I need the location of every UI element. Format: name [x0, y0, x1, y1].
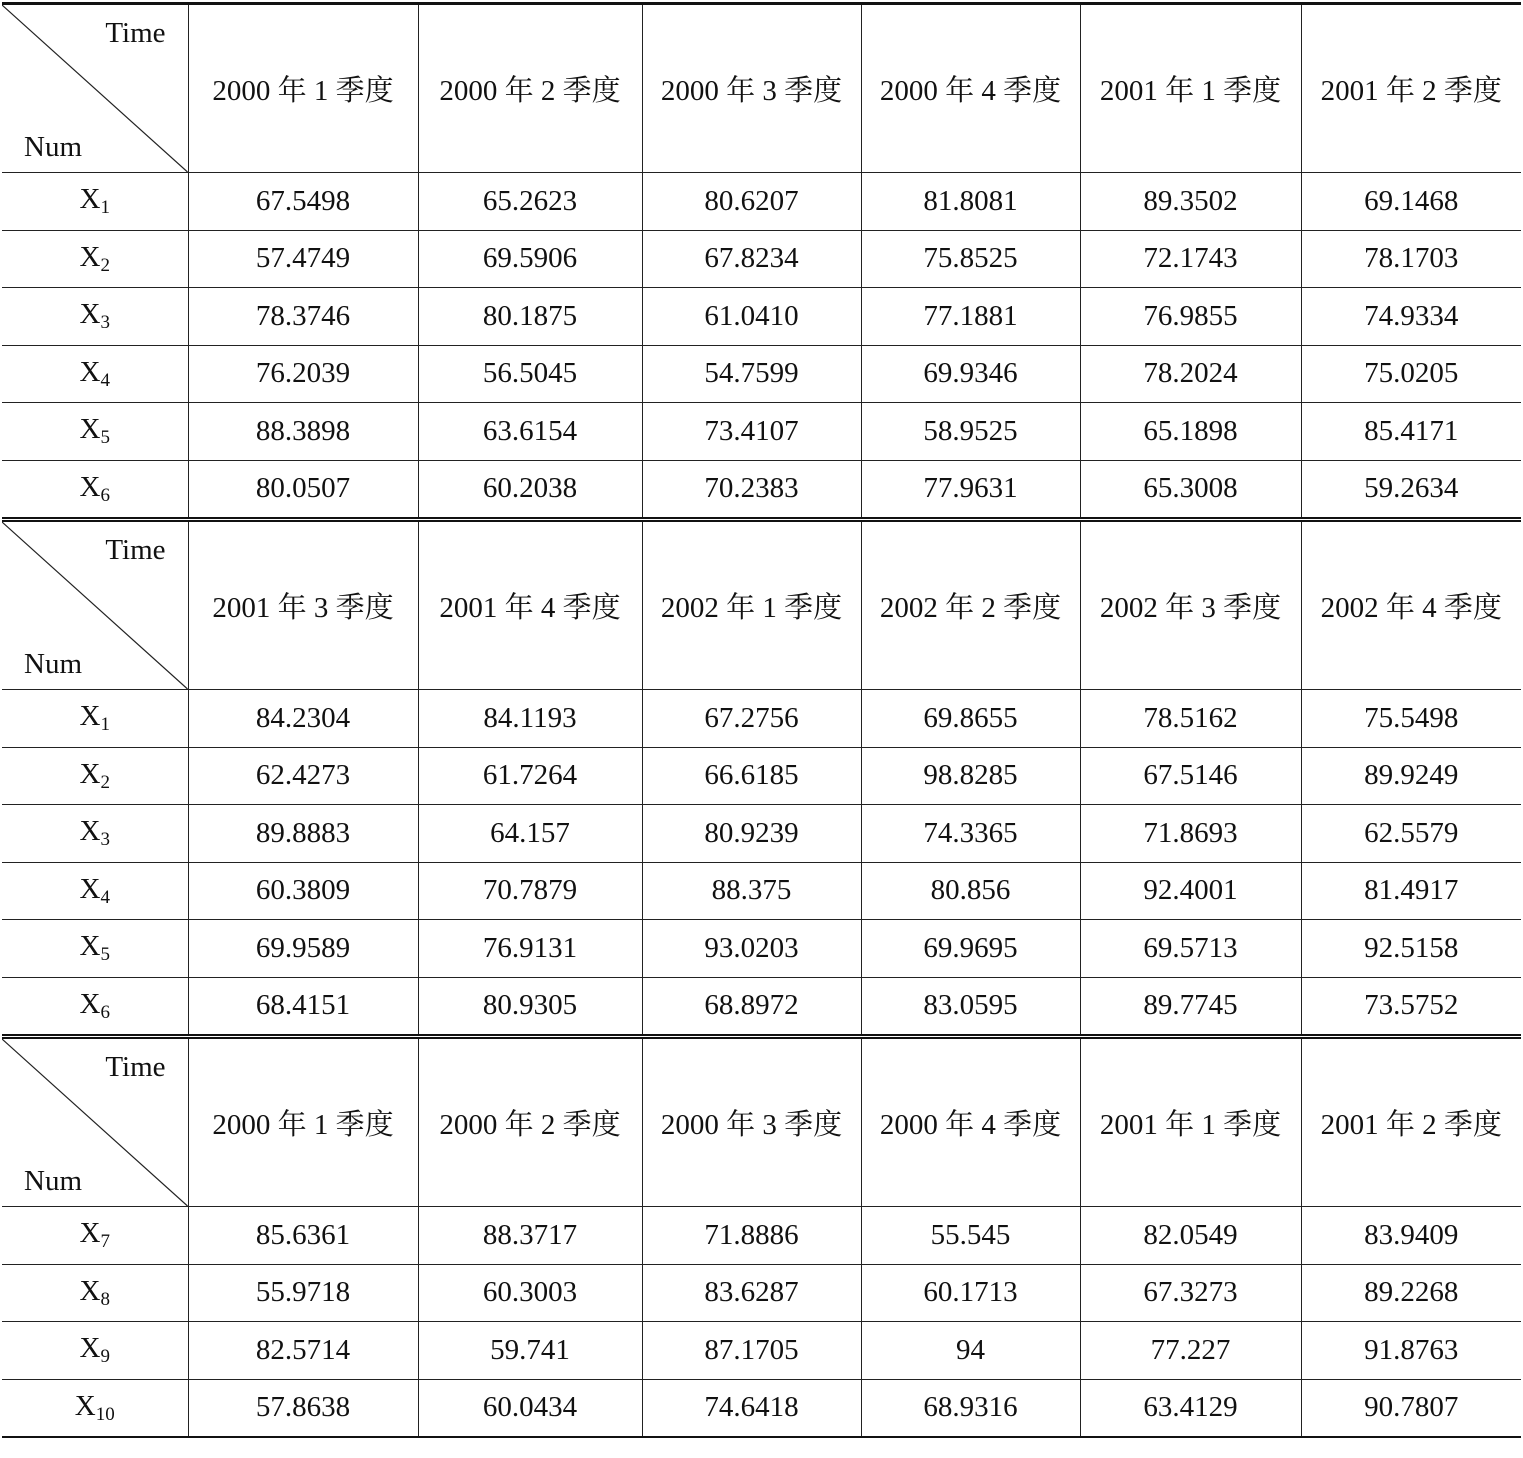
table-cell-value: 87.1705	[642, 1322, 861, 1380]
table-cell-value: 56.5045	[418, 345, 642, 403]
table-cell-value: 65.2623	[418, 173, 642, 231]
table-row	[2, 230, 1521, 288]
table-cell-value: 94	[861, 1322, 1080, 1380]
diagonal-corner-header	[2, 1037, 188, 1207]
table-cell-value: 63.6154	[418, 403, 642, 461]
row-label	[2, 805, 188, 863]
diagonal-corner-header	[2, 520, 188, 690]
column-header-period: 2001 年 4 季度	[418, 520, 642, 690]
table-cell-value: 55.9718	[188, 1264, 418, 1322]
row-label	[2, 977, 188, 1037]
row-label	[2, 1264, 188, 1322]
column-header-period: 2000 年 2 季度	[418, 4, 642, 173]
table-cell-value: 69.8655	[861, 690, 1080, 748]
table-cell-value: 69.1468	[1301, 173, 1521, 231]
table-cell-value: 85.6361	[188, 1207, 418, 1265]
table-cell-value: 72.1743	[1080, 230, 1301, 288]
table-cell-value: 82.0549	[1080, 1207, 1301, 1265]
document-page	[2, 2, 1521, 1438]
table-cell-value: 67.2756	[642, 690, 861, 748]
table-cell-value: 60.0434	[418, 1379, 642, 1437]
table-cell-value: 54.7599	[642, 345, 861, 403]
column-header-period: 2001 年 2 季度	[1301, 4, 1521, 173]
row-label-subscript: 6	[100, 484, 110, 506]
row-label-variable: X	[79, 1274, 101, 1307]
table-row	[2, 1264, 1521, 1322]
corner-time-label: Time	[105, 1051, 166, 1083]
row-label-subscript: 1	[100, 197, 110, 219]
table-cell-value: 60.2038	[418, 460, 642, 520]
column-header-period: 2000 年 1 季度	[188, 1037, 418, 1207]
table-row	[2, 288, 1521, 346]
row-label-subscript: 10	[95, 1403, 115, 1425]
table-cell-value: 80.9305	[418, 977, 642, 1037]
column-header-period: 2001 年 1 季度	[1080, 4, 1301, 173]
table-cell-value: 84.2304	[188, 690, 418, 748]
table-cell-value: 57.4749	[188, 230, 418, 288]
header-row	[2, 4, 1521, 173]
column-header-period: 2002 年 1 季度	[642, 520, 861, 690]
row-label-variable: X	[79, 183, 101, 216]
table-cell-value: 78.1703	[1301, 230, 1521, 288]
table-cell-value: 83.9409	[1301, 1207, 1521, 1265]
table-cell-value: 83.0595	[861, 977, 1080, 1037]
data-table	[2, 2, 1521, 1438]
row-label	[2, 1207, 188, 1265]
table-row	[2, 1322, 1521, 1380]
table-cell-value: 75.8525	[861, 230, 1080, 288]
column-header-period: 2001 年 1 季度	[1080, 1037, 1301, 1207]
row-label	[2, 1322, 188, 1380]
header-row	[2, 1037, 1521, 1207]
row-label-variable: X	[79, 872, 101, 905]
column-header-period: 2000 年 1 季度	[188, 4, 418, 173]
table-cell-value: 73.4107	[642, 403, 861, 461]
table-cell-value: 84.1193	[418, 690, 642, 748]
table-cell-value: 77.1881	[861, 288, 1080, 346]
table-cell-value: 68.8972	[642, 977, 861, 1037]
table-cell-value: 93.0203	[642, 920, 861, 978]
row-label	[2, 690, 188, 748]
table-cell-value: 89.2268	[1301, 1264, 1521, 1322]
table-cell-value: 67.3273	[1080, 1264, 1301, 1322]
table-cell-value: 85.4171	[1301, 403, 1521, 461]
table-cell-value: 92.4001	[1080, 862, 1301, 920]
table-cell-value: 75.0205	[1301, 345, 1521, 403]
table-cell-value: 68.4151	[188, 977, 418, 1037]
row-label-subscript: 2	[100, 254, 110, 276]
column-header-period: 2000 年 4 季度	[861, 1037, 1080, 1207]
table-cell-value: 61.0410	[642, 288, 861, 346]
row-label	[2, 288, 188, 346]
table-cell-value: 55.545	[861, 1207, 1080, 1265]
table-cell-value: 81.4917	[1301, 862, 1521, 920]
table-cell-value: 64.157	[418, 805, 642, 863]
column-header-period: 2002 年 3 季度	[1080, 520, 1301, 690]
row-label-variable: X	[79, 757, 101, 790]
column-header-period: 2000 年 2 季度	[418, 1037, 642, 1207]
table-cell-value: 90.7807	[1301, 1379, 1521, 1437]
row-label-subscript: 5	[100, 944, 110, 966]
corner-num-label: Num	[24, 131, 82, 163]
row-label	[2, 920, 188, 978]
table-cell-value: 76.2039	[188, 345, 418, 403]
row-label-variable: X	[79, 240, 101, 273]
table-cell-value: 59.2634	[1301, 460, 1521, 520]
corner-time-label: Time	[105, 17, 166, 49]
column-header-period: 2002 年 2 季度	[861, 520, 1080, 690]
table-row	[2, 345, 1521, 403]
table-cell-value: 76.9855	[1080, 288, 1301, 346]
row-label	[2, 460, 188, 520]
table-cell-value: 58.9525	[861, 403, 1080, 461]
table-row	[2, 920, 1521, 978]
table-cell-value: 91.8763	[1301, 1322, 1521, 1380]
row-label	[2, 230, 188, 288]
table-row	[2, 173, 1521, 231]
row-label-variable: X	[74, 1389, 96, 1422]
table-cell-value: 80.9239	[642, 805, 861, 863]
table-cell-value: 76.9131	[418, 920, 642, 978]
table-cell-value: 88.3898	[188, 403, 418, 461]
table-cell-value: 62.5579	[1301, 805, 1521, 863]
row-label-subscript: 7	[100, 1231, 110, 1253]
table-cell-value: 77.9631	[861, 460, 1080, 520]
row-label-subscript: 9	[100, 1346, 110, 1368]
table-cell-value: 70.7879	[418, 862, 642, 920]
table-cell-value: 65.1898	[1080, 403, 1301, 461]
table-cell-value: 67.8234	[642, 230, 861, 288]
row-label-subscript: 3	[100, 829, 110, 851]
table-cell-value: 63.4129	[1080, 1379, 1301, 1437]
table-cell-value: 67.5498	[188, 173, 418, 231]
table-cell-value: 89.3502	[1080, 173, 1301, 231]
row-label-variable: X	[79, 355, 101, 388]
table-cell-value: 88.375	[642, 862, 861, 920]
table-row	[2, 805, 1521, 863]
table-cell-value: 60.3003	[418, 1264, 642, 1322]
table-cell-value: 83.6287	[642, 1264, 861, 1322]
row-label-variable: X	[79, 298, 101, 331]
table-cell-value: 69.9695	[861, 920, 1080, 978]
table-cell-value: 80.856	[861, 862, 1080, 920]
table-cell-value: 78.2024	[1080, 345, 1301, 403]
table-cell-value: 69.5713	[1080, 920, 1301, 978]
table-cell-value: 69.9346	[861, 345, 1080, 403]
table-row	[2, 977, 1521, 1037]
table-cell-value: 92.5158	[1301, 920, 1521, 978]
table-cell-value: 78.3746	[188, 288, 418, 346]
table-cell-value: 65.3008	[1080, 460, 1301, 520]
table-row	[2, 747, 1521, 805]
table-cell-value: 88.3717	[418, 1207, 642, 1265]
table-cell-value: 57.8638	[188, 1379, 418, 1437]
table-cell-value: 67.5146	[1080, 747, 1301, 805]
row-label-subscript: 8	[100, 1288, 110, 1310]
row-label-variable: X	[79, 413, 101, 446]
table-cell-value: 89.8883	[188, 805, 418, 863]
row-label	[2, 403, 188, 461]
row-label-variable: X	[79, 1217, 101, 1250]
row-label-subscript: 6	[100, 1001, 110, 1023]
table-row	[2, 1379, 1521, 1437]
table-cell-value: 69.9589	[188, 920, 418, 978]
table-cell-value: 80.1875	[418, 288, 642, 346]
table-cell-value: 77.227	[1080, 1322, 1301, 1380]
table-cell-value: 82.5714	[188, 1322, 418, 1380]
corner-num-label: Num	[24, 1165, 82, 1197]
table-cell-value: 74.6418	[642, 1379, 861, 1437]
header-row	[2, 520, 1521, 690]
table-row	[2, 690, 1521, 748]
table-row	[2, 862, 1521, 920]
table-cell-value: 89.9249	[1301, 747, 1521, 805]
table-row	[2, 460, 1521, 520]
table-cell-value: 89.7745	[1080, 977, 1301, 1037]
table-cell-value: 71.8886	[642, 1207, 861, 1265]
row-label	[2, 345, 188, 403]
table-cell-value: 75.5498	[1301, 690, 1521, 748]
table-cell-value: 60.1713	[861, 1264, 1080, 1322]
column-header-period: 2002 年 4 季度	[1301, 520, 1521, 690]
row-label-variable: X	[79, 815, 101, 848]
corner-num-label: Num	[24, 648, 82, 680]
table-block	[2, 1037, 1521, 1438]
table-cell-value: 70.2383	[642, 460, 861, 520]
table-cell-value: 74.3365	[861, 805, 1080, 863]
column-header-period: 2001 年 2 季度	[1301, 1037, 1521, 1207]
row-label-subscript: 4	[100, 369, 110, 391]
table-block	[2, 520, 1521, 1037]
table-cell-value: 62.4273	[188, 747, 418, 805]
table-cell-value: 74.9334	[1301, 288, 1521, 346]
diagonal-corner-header	[2, 4, 188, 173]
row-label-variable: X	[79, 470, 101, 503]
table-cell-value: 98.8285	[861, 747, 1080, 805]
row-label-subscript: 4	[100, 886, 110, 908]
table-row	[2, 1207, 1521, 1265]
table-cell-value: 66.6185	[642, 747, 861, 805]
row-label-subscript: 2	[100, 771, 110, 793]
table-cell-value: 61.7264	[418, 747, 642, 805]
table-cell-value: 80.6207	[642, 173, 861, 231]
table-row	[2, 403, 1521, 461]
corner-time-label: Time	[105, 534, 166, 566]
row-label-variable: X	[79, 930, 101, 963]
table-cell-value: 71.8693	[1080, 805, 1301, 863]
table-block	[2, 4, 1521, 520]
row-label	[2, 747, 188, 805]
row-label-subscript: 1	[100, 714, 110, 736]
table-cell-value: 81.8081	[861, 173, 1080, 231]
table-cell-value: 59.741	[418, 1322, 642, 1380]
table-cell-value: 78.5162	[1080, 690, 1301, 748]
table-cell-value: 69.5906	[418, 230, 642, 288]
row-label	[2, 862, 188, 920]
row-label-subscript: 5	[100, 427, 110, 449]
table-cell-value: 60.3809	[188, 862, 418, 920]
row-label	[2, 173, 188, 231]
row-label-variable: X	[79, 1332, 101, 1365]
column-header-period: 2000 年 3 季度	[642, 4, 861, 173]
row-label-subscript: 3	[100, 312, 110, 334]
table-cell-value: 68.9316	[861, 1379, 1080, 1437]
table-cell-value: 73.5752	[1301, 977, 1521, 1037]
row-label-variable: X	[79, 987, 101, 1020]
table-cell-value: 80.0507	[188, 460, 418, 520]
row-label-variable: X	[79, 700, 101, 733]
column-header-period: 2000 年 4 季度	[861, 4, 1080, 173]
column-header-period: 2000 年 3 季度	[642, 1037, 861, 1207]
row-label	[2, 1379, 188, 1437]
column-header-period: 2001 年 3 季度	[188, 520, 418, 690]
